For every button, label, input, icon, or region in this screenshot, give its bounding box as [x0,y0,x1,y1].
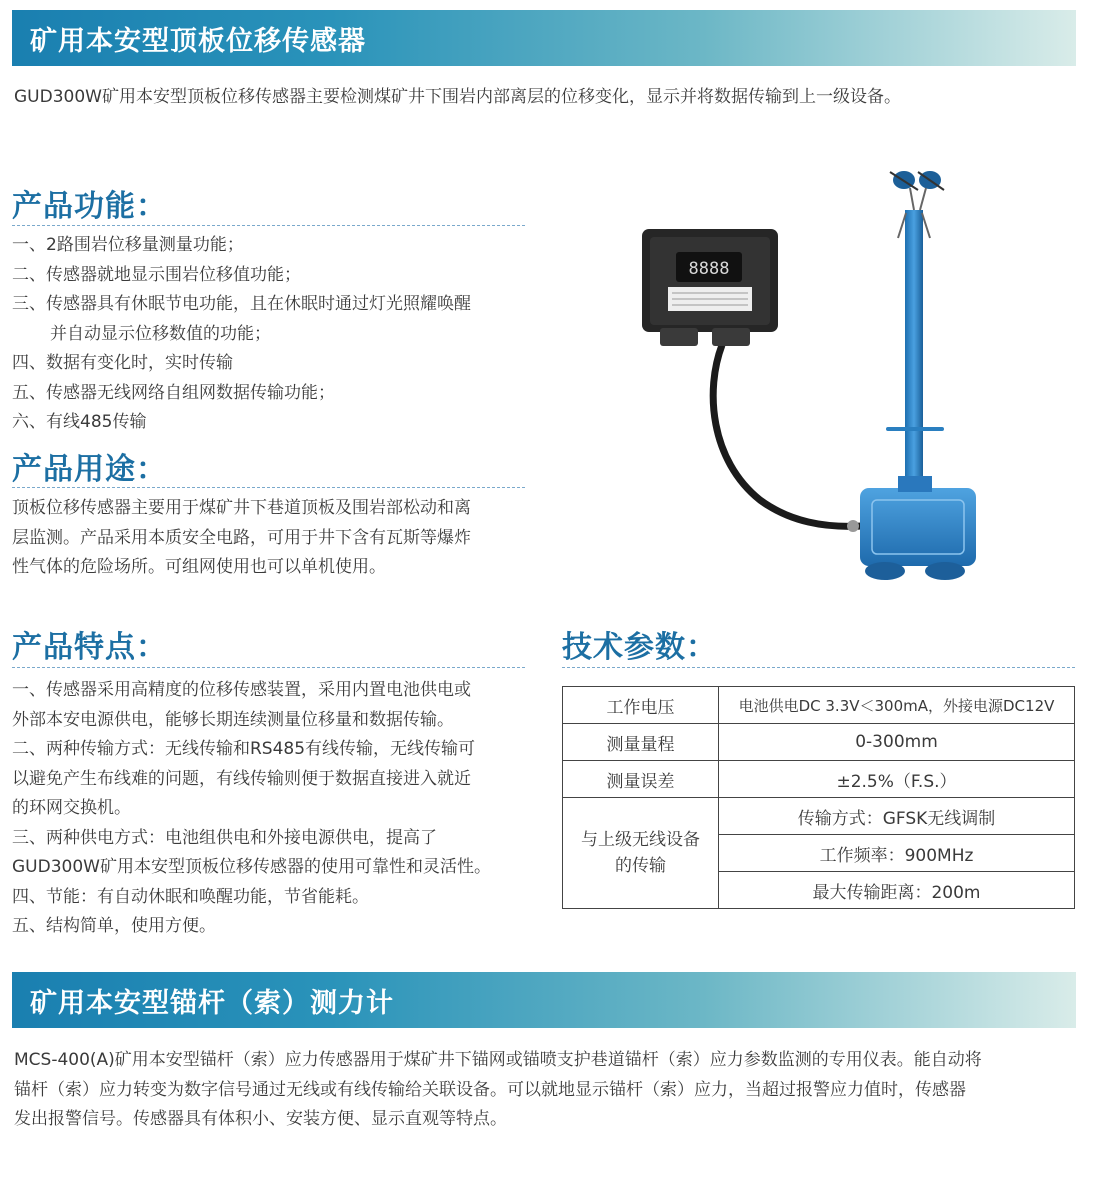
spec-group-label [563,798,719,909]
text-line: GUD300W矿用本安型顶板位移传感器的使用可靠性和灵活性。 [12,857,491,877]
text-line: 外部本安电源供电，能够长期连续测量位移量和数据传输。 [12,709,454,730]
functions-list [12,231,532,438]
cable-gland [847,520,859,532]
list-item: 二、传感器就地显示围岩位移值功能； [12,264,301,285]
list-item: 三、传感器具有休眠节电功能，且在休眠时通过灯光照耀唤醒 [12,294,471,314]
list-item: 六、有线485传输 [12,412,147,432]
text-line: 五、结构简单，使用方便。 [12,916,216,936]
text-line: 顶板位移传感器主要用于煤矿井下巷道顶板及围岩部松动和离 [12,498,471,518]
spec-value: 0-300mm [719,724,1075,761]
text-line: 四、节能：有自动休眠和唤醒功能，节省能耗。 [12,886,369,907]
spec-label: 测量误差 [563,761,719,798]
spec-value: 最大传输距离：200m [719,872,1075,909]
text-line: 层监测。产品采用本质安全电路，可用于井下含有瓦斯等爆炸 [12,527,471,548]
table-row [563,761,1075,798]
text-line: 锚杆（索）应力转变为数字信号通过无线或有线传输给关联设备。可以就地显示锚杆（索）应力，当超过报警应力值时，传感器 [14,1079,966,1100]
functions-heading: 产品功能： [12,189,167,224]
features-heading: 产品特点： [12,630,167,665]
divider [12,225,525,226]
list-item: 四、数据有变化时，实时传输 [12,353,233,373]
text-line: 发出报警信号。传感器具有体积小、安装方便、显示直观等特点。 [14,1109,507,1129]
divider [12,487,525,488]
section2-paragraph [14,1046,1104,1135]
text-line: 二、两种传输方式：无线传输和RS485有线传输，无线传输可 [12,739,476,759]
intro-paragraph: GUD300W矿用本安型顶板位移传感器主要检测煤矿井下围岩内部离层的位移变化，显示并将数据传输到上一级设备。 [14,87,901,107]
section-banner-2 [12,972,1076,1028]
anchor-heads [890,171,944,210]
text-line: 一、传感器采用高精度的位移传感装置，采用内置电池供电或 [12,680,471,700]
list-item: 并自动显示位移数值的功能； [50,323,271,344]
section-title: 矿用本安型顶板位移传感器 [30,26,366,57]
table-row [563,687,1075,724]
specs-heading: 技术参数： [562,630,717,665]
section-banner-1 [12,10,1076,66]
device-display-digits: 8888 [688,259,730,279]
spec-value: ±2.5%（F.S.） [719,761,1075,798]
table-row [563,798,1075,835]
spec-label: 测量量程 [563,724,719,761]
text-line: 三、两种供电方式：电池组供电和外接电源供电，提高了 [12,827,437,848]
spec-value: 电池供电DC 3.3V＜300mA，外接电源DC12V [719,687,1075,724]
spec-value: 工作频率：900MHz [719,835,1075,872]
list-item: 五、传感器无线网络自组网数据传输功能； [12,382,335,403]
section-title: 矿用本安型锚杆（索）测力计 [30,988,394,1019]
features-paragraph [12,676,542,942]
divider [562,667,1075,668]
specs-table [562,686,1075,909]
text-line: 的传输 [615,856,666,876]
usage-paragraph [12,494,532,583]
list-item: 一、2路围岩位移量测量功能； [12,235,244,255]
cable [713,345,862,526]
usage-heading: 产品用途： [12,452,167,487]
table-row [563,724,1075,761]
divider [12,667,525,668]
spec-value: 传输方式：GFSK无线调制 [719,798,1075,835]
text-line: 性气体的危险场所。可组网使用也可以单机使用。 [12,557,386,577]
sensor-rod [905,210,923,500]
text-line: MCS-400(A)矿用本安型锚杆（索）应力传感器用于煤矿井下锚网或锚喷支护巷道锚杆（索）应力参数监测的专用仪表。能自动将 [14,1050,982,1070]
text-line: 与上级无线设备 [581,830,700,850]
product-photo [620,160,1000,590]
spec-label: 工作电压 [563,687,719,724]
text-line: 以避免产生布线难的问题，有线传输则便于数据直接进入就近 [12,768,471,789]
text-line: 的环网交换机。 [12,798,131,818]
